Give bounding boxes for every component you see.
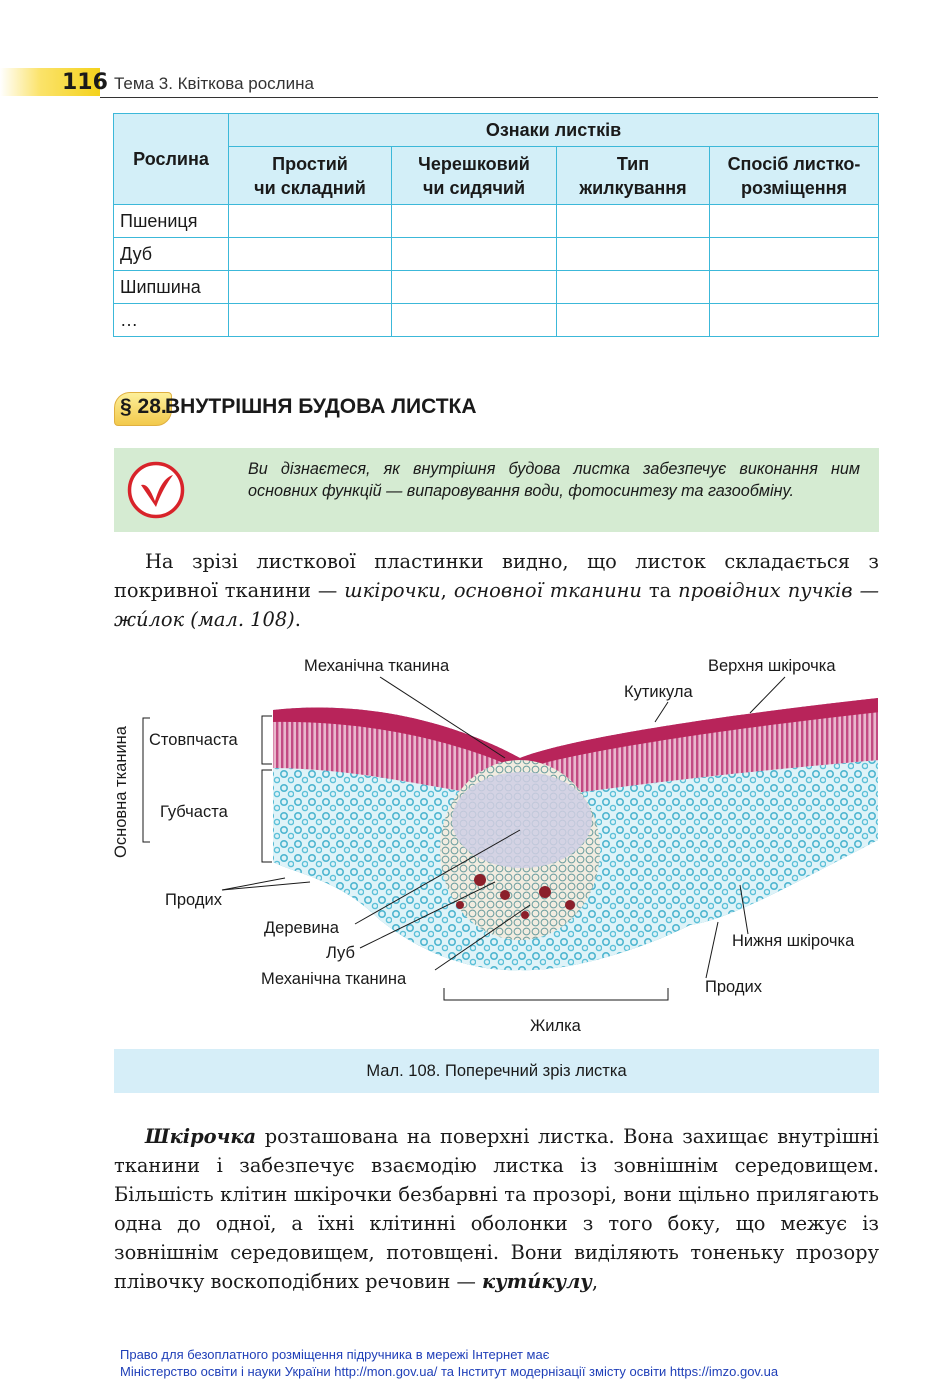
label-vein: Жилка	[530, 1017, 581, 1035]
page-number: 116	[62, 70, 108, 95]
label-stoma-left: Продих	[165, 891, 222, 909]
footer-license-urls: Міністерство освіти і науки України http://mon.gov.ua/ та Інститут модернізації змісту освіти https://imzo.gov.ua	[120, 1364, 779, 1379]
table-row	[114, 238, 879, 271]
table-row	[114, 304, 879, 337]
table-header-col: Черешковий чи сидячий	[392, 147, 557, 205]
table-row	[114, 271, 879, 304]
table-header-group: Ознаки листків	[229, 114, 879, 147]
table-cell-plant: …	[114, 304, 229, 337]
label-upper-epidermis: Верхня шкірочка	[708, 657, 836, 675]
table-header-col: Простий чи складний	[229, 147, 392, 205]
label-mechanical-top: Механічна тканина	[304, 657, 450, 675]
table-header-col: Спосіб листко- розміщення	[710, 147, 879, 205]
section-number: § 28.	[120, 395, 167, 418]
check-mark-icon	[127, 461, 185, 519]
label-phloem: Луб	[326, 944, 355, 962]
body-paragraph: Шкірочка розташована на поверхні листка. Вона захищає внутрішні тканини і забезпечує взаємодію листка із зовнішнім середовищем. Більшість клітин шкірочки безбарвні та прозорі, вони щільно прилягають одна до одної, а їхні клітинні оболонки з того боку, що межує із зовнішнім середовищем, потовщені. Вони виділяють тоненьку прозору плівочку воскоподібних речовин — кути́кулу,	[114, 1125, 879, 1293]
label-stoma-right: Продих	[705, 978, 762, 996]
table-cell-plant: Дуб	[114, 238, 229, 271]
table-header-col: Тип жилкування	[557, 147, 710, 205]
label-ground-tissue: Основна тканина	[112, 726, 130, 858]
footer-license-line: Право для безоплатного розміщення підручника в мережі Інтернет має	[120, 1347, 550, 1362]
table-header-plant: Рослина	[114, 114, 229, 205]
header-rule	[100, 97, 878, 98]
label-xylem: Деревина	[264, 919, 339, 937]
running-title: Тема 3. Квіткова рослина	[114, 74, 314, 93]
label-mechanical-bottom: Механічна тканина	[261, 970, 407, 988]
label-lower-epidermis: Нижня шкірочка	[732, 932, 855, 950]
label-spongy: Губчаста	[160, 803, 228, 821]
label-cuticle: Кутикула	[624, 683, 693, 701]
leaf-cross-section-figure	[0, 640, 952, 1045]
body-paragraph: На зрізі листкової пластинки видно, що листок складається з покривної тканини — шкірочки, основної тканини та провідних пучків — жи́лок (мал. 108).	[114, 550, 879, 631]
learning-goal-text: Ви дізнаєтеся, як внутрішня будова листка забезпечує виконання ним основних функцій — випаровування води, фотосинтезу та газообміну.	[248, 460, 860, 500]
leaf-features-table	[113, 113, 879, 337]
section-title: ВНУТРІШНЯ БУДОВА ЛИСТКА	[165, 395, 477, 418]
table-row	[114, 205, 879, 238]
figure-caption: Мал. 108. Поперечний зріз листка	[366, 1062, 627, 1080]
label-palisade: Стовпчаста	[149, 731, 238, 749]
table-cell-plant: Шипшина	[114, 271, 229, 304]
table-cell-plant: Пшениця	[114, 205, 229, 238]
